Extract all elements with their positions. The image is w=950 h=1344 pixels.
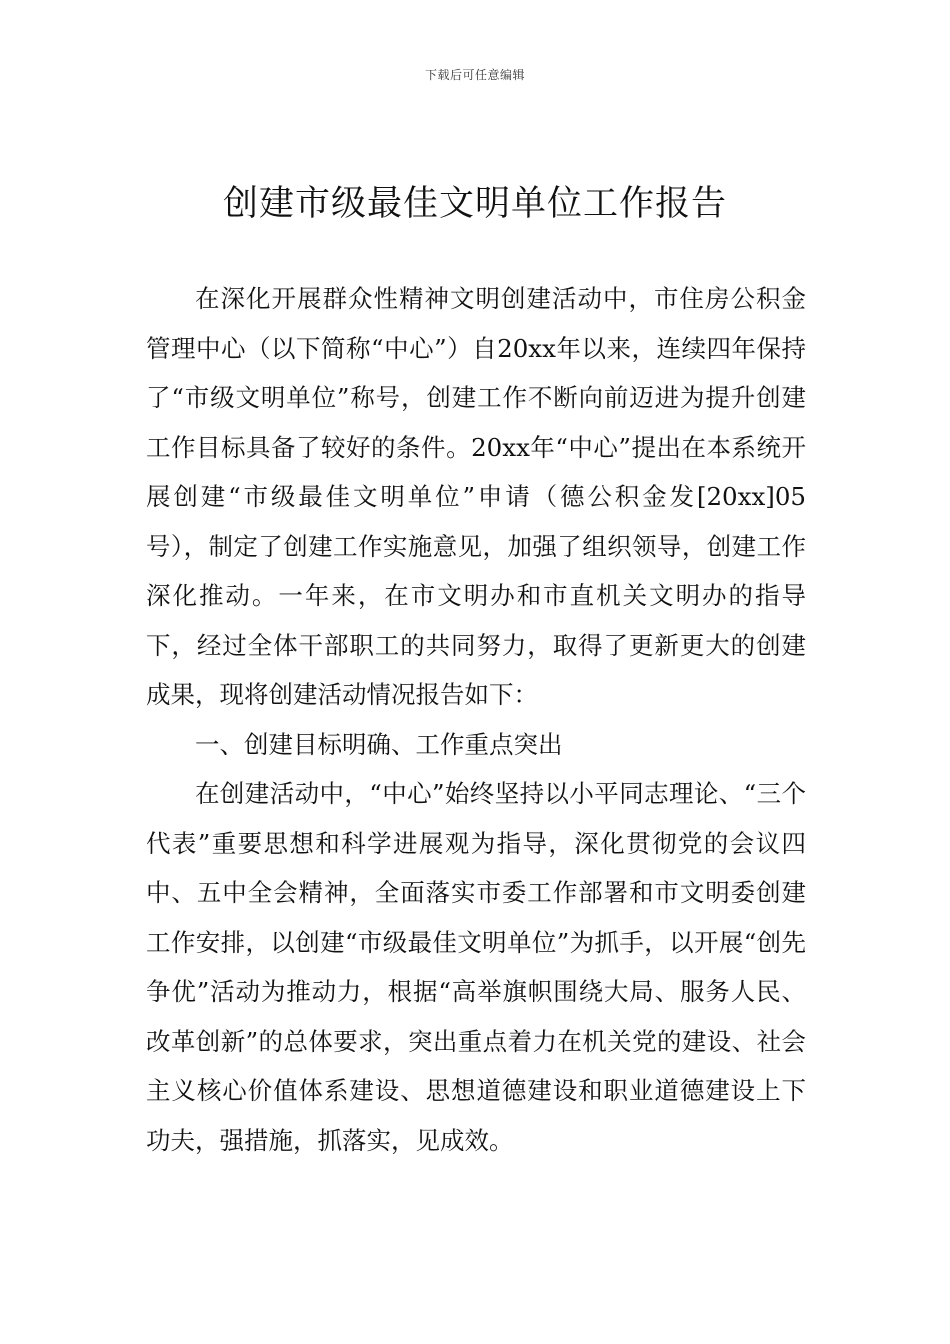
body-paragraph: 在深化开展群众性精神文明创建活动中，市住房公积金管理中心（以下简称“中心”）自20xx年以来，连续四年保持了“市级文明单位”称号，创建工作不断向前迈进为提升创建工作目标具备了较好的条件。20xx年“中心”提出在本系统开展创建“市级最佳文明单位”申请（德公积金发[20xx]05号），制定了创建工作实施意见，加强了组织领导，创建工作深化推动。一年来，在市文明办和市直机关文明办的指导下，经过全体干部职工的共同努力，取得了更新更大的创建成果，现将创建活动情况报告如下： <box>146 284 806 709</box>
document-body <box>146 274 806 1165</box>
body-paragraph: 在创建活动中，“中心”始终坚持以小平同志理论、“三个代表”重要思想和科学进展观为指导，深化贯彻党的会议四中、五中全会精神，全面落实市委工作部署和市文明委创建工作安排，以创建“市级最佳文明单位”为抓手，以开展“创先争优”活动为推动力，根据“高举旗帜围绕大局、服务人民、改革创新”的总体要求，突出重点着力在机关党的建设、社会主义核心价值体系建设、思想道德建设和职业道德建设上下功夫，强措施，抓落实，见成效。 <box>146 779 806 1155</box>
header-note: 下载后可任意编辑 <box>424 68 525 82</box>
section-heading: 一、创建目标明确、工作重点突出 <box>195 729 563 759</box>
document-title: 创建市级最佳文明单位工作报告 <box>222 184 727 224</box>
